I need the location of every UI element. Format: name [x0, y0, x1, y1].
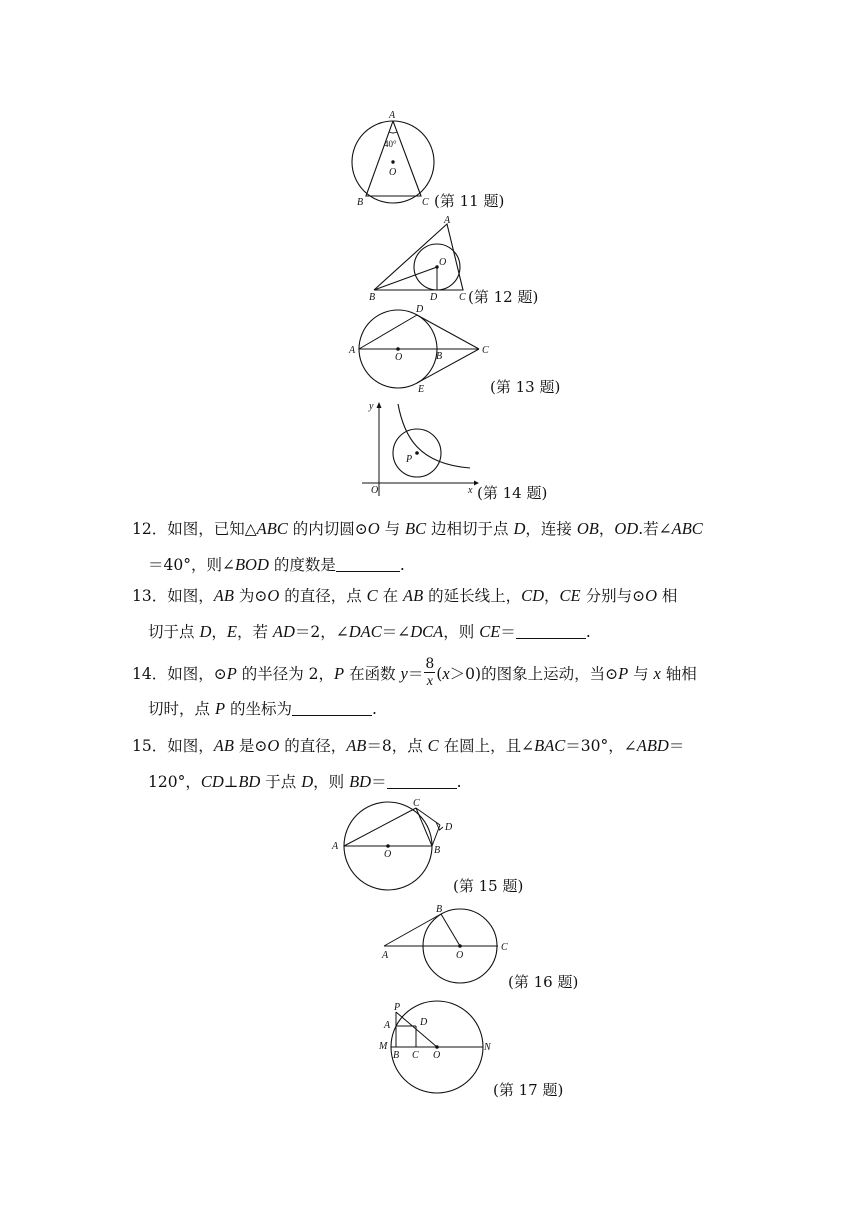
- answer-blank-12[interactable]: [336, 557, 400, 572]
- label-o: O: [384, 849, 392, 860]
- label-c: C: [459, 292, 466, 303]
- label-a: A: [332, 841, 339, 852]
- label-o: O: [456, 950, 464, 961]
- answer-blank-14[interactable]: [292, 701, 372, 716]
- segment-ec: [417, 349, 479, 383]
- caption-15: (第 15 题): [453, 877, 524, 895]
- label-angle: 40°: [384, 139, 397, 149]
- label-a: A: [382, 950, 389, 961]
- label-a: A: [389, 110, 396, 121]
- figure-16: [376, 899, 516, 991]
- label-x: x: [468, 485, 473, 496]
- caption-11: (第 11 题): [434, 192, 505, 210]
- q12-line1: 12．如图，已知△ABC 的内切圆⊙O 与 BC 边相切于点 D，连接 OB，OD.若∠ABC: [132, 519, 703, 538]
- label-a: A: [444, 215, 451, 226]
- angle-arc: [389, 132, 397, 133]
- label-d: D: [416, 304, 424, 315]
- caption-12: (第 12 题): [468, 288, 539, 306]
- segment-ab: [384, 914, 441, 946]
- fraction-8-over-x: $\frac{8}{x}$: [425, 656, 435, 689]
- label-b: B: [436, 351, 443, 362]
- figure-12: [362, 212, 477, 304]
- center-dot: [396, 347, 400, 351]
- label-o: O: [395, 352, 403, 363]
- center-dot: [435, 1045, 439, 1049]
- label-c: C: [422, 197, 429, 208]
- label-c: C: [501, 942, 508, 953]
- label-o: O: [439, 257, 447, 268]
- label-c: C: [482, 345, 489, 356]
- label-b: B: [357, 197, 364, 208]
- center-dot: [391, 160, 394, 163]
- label-o: O: [389, 167, 397, 178]
- caption-14: (第 14 题): [477, 484, 548, 502]
- center-dot: [386, 844, 390, 848]
- label-d: D: [430, 292, 438, 303]
- label-a: A: [384, 1020, 391, 1031]
- answer-blank-15[interactable]: [387, 774, 457, 789]
- answer-blank-13[interactable]: [516, 624, 586, 639]
- label-y: y: [369, 401, 374, 412]
- label-p: P: [394, 1002, 401, 1013]
- figure-11: [345, 105, 445, 210]
- q14-line2: 切时，点 P 的坐标为 .: [148, 699, 377, 718]
- figure-15: [328, 797, 464, 895]
- figure-13: [344, 302, 494, 394]
- figure-14: [360, 396, 480, 500]
- label-o: O: [433, 1050, 441, 1061]
- label-p: P: [406, 454, 413, 465]
- label-d: D: [420, 1017, 428, 1028]
- segment-ob: [374, 267, 437, 290]
- caption-13: (第 13 题): [490, 378, 561, 396]
- q13-line1: 13．如图，AB 为⊙O 的直径，点 C 在 AB 的延长线上，CD，CE 分别与⊙O 相: [132, 586, 678, 605]
- label-o: O: [371, 485, 379, 496]
- q13-line2: 切于点 D，E，若 AD＝2，∠DAC＝∠DCA，则 CE＝ .: [148, 622, 591, 641]
- caption-16: (第 16 题): [508, 973, 579, 991]
- q12-line2: ＝40°，则∠BOD 的度数是 .: [148, 555, 405, 574]
- segment-ad: [359, 315, 417, 349]
- q15-line1: 15．如图，AB 是⊙O 的直径，AB＝8，点 C 在圆上，且∠BAC＝30°，∠ABD＝: [132, 736, 685, 755]
- label-n: N: [484, 1042, 491, 1053]
- label-b: B: [393, 1050, 400, 1061]
- q14-line1: 14．如图，⊙P 的半径为 2，P 在函数 y＝ $\frac{8}{x}$ (x＞0)的图象上运动，当⊙P 与 x 轴相: [132, 656, 697, 689]
- q15-line2: 120°，CD⊥BD 于点 D，则 BD＝ .: [148, 772, 462, 791]
- label-d: D: [445, 822, 453, 833]
- segment-dc: [417, 315, 479, 349]
- center-dot: [458, 944, 462, 948]
- label-c: C: [412, 1050, 419, 1061]
- figure-17: [372, 997, 502, 1097]
- label-c: C: [413, 798, 420, 809]
- segment-bo: [441, 914, 460, 946]
- point-p-dot: [415, 451, 419, 455]
- label-e: E: [418, 384, 425, 394]
- y-axis-arrow-icon: [377, 402, 382, 408]
- label-m: M: [379, 1041, 388, 1052]
- label-b: B: [434, 845, 441, 856]
- label-b: B: [436, 904, 443, 915]
- segment-ac: [344, 808, 416, 846]
- caption-17: (第 17 题): [493, 1081, 564, 1099]
- triangle-abc: [366, 121, 421, 196]
- label-a: A: [349, 345, 356, 356]
- label-b: B: [369, 292, 376, 303]
